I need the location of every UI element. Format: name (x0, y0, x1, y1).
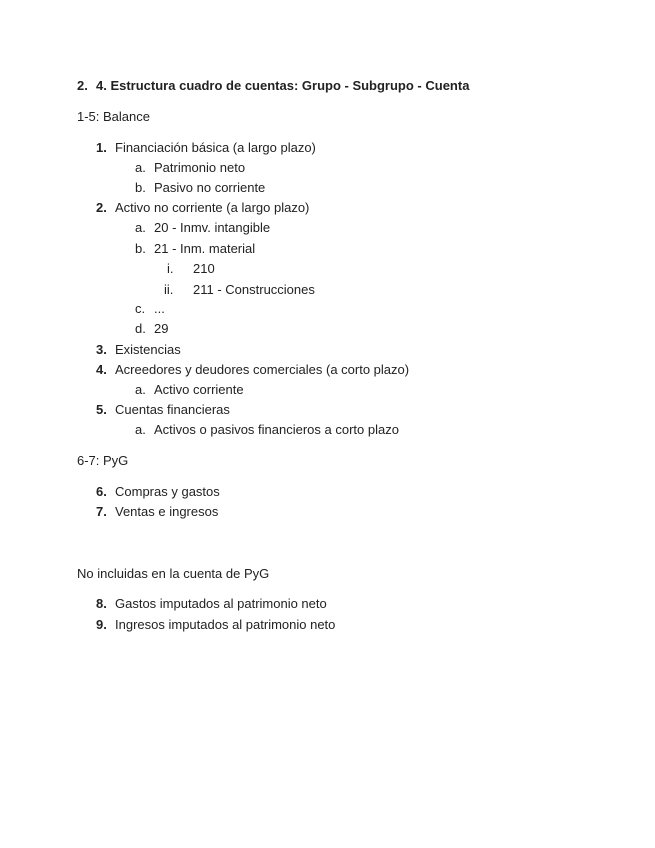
sub-list-item: d. 29 (135, 321, 169, 336)
sub-list-item: a. Activo corriente (135, 382, 244, 397)
sub-sub-list-item: ii. 211 - Construcciones (164, 282, 315, 297)
list-item: 9. Ingresos imputados al patrimonio neto (96, 617, 336, 632)
list-item: 4. Acreedores y deudores comerciales (a corto plazo) (96, 362, 410, 377)
pyg-label: 6-7: PyG (77, 453, 129, 468)
sub-list-item: a. Activos o pasivos financieros a corto plazo (135, 422, 399, 437)
list-item: 2. Activo no corriente (a largo plazo) (96, 200, 310, 215)
sub-list-item: a. 20 - Inmv. intangible (135, 220, 271, 235)
excluded-label: No incluidas en la cuenta de PyG (77, 566, 270, 581)
list-item: 5. Cuentas financieras (96, 402, 230, 417)
list-item: 8. Gastos imputados al patrimonio neto (96, 596, 327, 611)
balance-label: 1-5: Balance (77, 109, 150, 124)
section-heading: 2. 4. Estructura cuadro de cuentas: Grupo - Subgrupo - Cuenta (77, 78, 470, 93)
list-item: 1. Financiación básica (a largo plazo) (96, 140, 316, 155)
sub-sub-list-item: i. 210 (167, 261, 215, 276)
sub-list-item: a. Patrimonio neto (135, 160, 246, 175)
sub-list-item: c. ... (135, 301, 165, 316)
list-item: 3. Existencias (96, 342, 181, 357)
sub-list-item: b. 21 - Inm. material (135, 241, 256, 256)
list-item: 6. Compras y gastos (96, 484, 220, 499)
list-item: 7. Ventas e ingresos (96, 504, 219, 519)
sub-list-item: b. Pasivo no corriente (135, 180, 266, 195)
